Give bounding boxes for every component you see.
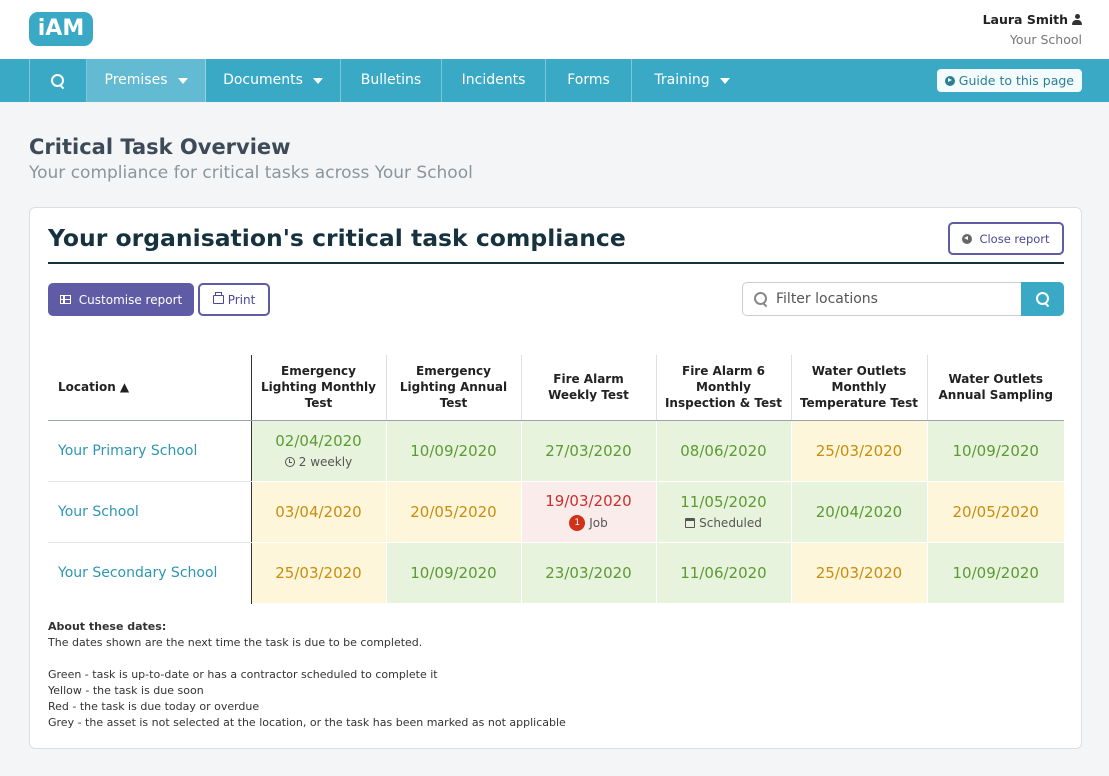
task-cell[interactable]: 27/03/2020 [521, 420, 656, 481]
task-cell[interactable]: 25/03/2020 [791, 542, 927, 603]
search-icon [51, 74, 65, 88]
task-cell[interactable] [656, 481, 791, 542]
chevron-left-circle-icon [962, 234, 972, 244]
frequency-label: 2 weekly [298, 455, 353, 469]
table-icon [60, 295, 71, 304]
nav-item-bulletins[interactable] [341, 59, 442, 102]
column-header-location[interactable]: Location ▲ [48, 355, 251, 420]
job-label: Job [589, 516, 608, 530]
column-header: Emergency Lighting Annual Test [386, 355, 521, 420]
iam-logo[interactable]: iAM [29, 12, 93, 46]
legend-red: Red - the task is due today or overdue [48, 700, 260, 713]
location-link[interactable]: Your Secondary School [48, 542, 251, 603]
nav-item-label: Bulletins [360, 72, 422, 88]
job-count-badge: 1 [569, 515, 585, 531]
task-cell[interactable]: 10/09/2020 [927, 420, 1064, 481]
task-cell[interactable]: 03/04/2020 [251, 481, 386, 542]
search-icon [754, 292, 768, 306]
report-title: Your organisation's critical task compliance [48, 224, 626, 252]
due-date: 19/03/2020 [545, 492, 632, 510]
task-cell[interactable]: 25/03/2020 [791, 420, 927, 481]
nav-item-premises[interactable] [87, 59, 206, 102]
filter-search-button[interactable] [1021, 282, 1064, 316]
search-icon [1036, 292, 1050, 306]
nav-item-documents[interactable] [206, 59, 341, 102]
nav-item-training[interactable] [632, 59, 752, 102]
nav-item-label: Training [654, 72, 710, 88]
user-menu[interactable] [983, 12, 1082, 27]
due-date: 11/05/2020 [680, 493, 767, 511]
column-header: Water Outlets Monthly Temperature Test [791, 355, 927, 420]
user-name: Laura Smith [982, 12, 1068, 27]
clock-icon [285, 457, 295, 467]
page-title: Critical Task Overview [29, 135, 291, 159]
caret-down-icon [720, 78, 730, 84]
table-header-row [48, 355, 1064, 420]
guide-button[interactable] [937, 69, 1082, 92]
task-cell[interactable]: 11/06/2020 [656, 542, 791, 603]
job-note [522, 515, 656, 531]
about-intro: The dates shown are the next time the task is due to be completed. [48, 636, 423, 649]
user-school: Your School [1009, 32, 1082, 47]
play-circle-icon [945, 76, 955, 86]
report-card [29, 207, 1082, 749]
location-filter [742, 282, 1064, 316]
title-divider [48, 262, 1064, 264]
column-header: Fire Alarm 6 Monthly Inspection & Test [656, 355, 791, 420]
task-cell[interactable]: 25/03/2020 [251, 542, 386, 603]
nav-item-label: Documents [223, 72, 303, 88]
task-cell[interactable]: 20/04/2020 [791, 481, 927, 542]
location-link[interactable]: Your Primary School [48, 420, 251, 481]
guide-label: Guide to this page [958, 73, 1074, 88]
task-cell[interactable]: 10/09/2020 [386, 542, 521, 603]
printer-icon [213, 295, 224, 304]
nav-item-label: Incidents [461, 72, 526, 88]
legend-green: Green - task is up-to-date or has a contractor scheduled to complete it [48, 668, 438, 681]
compliance-table [48, 355, 1064, 604]
caret-down-icon [313, 78, 323, 84]
scheduled-label: Scheduled [699, 516, 762, 530]
legend-yellow: Yellow - the task is due soon [48, 684, 204, 697]
user-icon [1072, 14, 1082, 25]
nav-item-label: Premises [104, 72, 168, 88]
calendar-icon [685, 518, 695, 528]
task-cell[interactable]: 10/09/2020 [386, 420, 521, 481]
close-report-button[interactable] [948, 222, 1064, 255]
location-link[interactable]: Your School [48, 481, 251, 542]
task-cell[interactable]: 23/03/2020 [521, 542, 656, 603]
print-label: Print [227, 292, 256, 307]
task-cell[interactable]: 10/09/2020 [927, 542, 1064, 603]
app-header [0, 0, 1109, 59]
close-report-label: Close report [979, 231, 1050, 246]
nav-item-label: Forms [567, 72, 610, 88]
nav-item-forms[interactable] [546, 59, 632, 102]
table-row [48, 542, 1064, 603]
task-cell[interactable]: 20/05/2020 [927, 481, 1064, 542]
column-header: Fire Alarm Weekly Test [521, 355, 656, 420]
customise-report-label: Customise report [78, 292, 183, 307]
column-header: Water Outlets Annual Sampling [927, 355, 1064, 420]
about-dates [48, 619, 566, 731]
nav-item-incidents[interactable] [442, 59, 546, 102]
scheduled-note [657, 516, 791, 530]
table-row [48, 420, 1064, 481]
print-button[interactable] [198, 283, 270, 316]
table-row [48, 481, 1064, 542]
due-date: 02/04/2020 [275, 432, 362, 450]
caret-down-icon [178, 78, 188, 84]
frequency-note [252, 455, 386, 469]
task-cell[interactable] [521, 481, 656, 542]
page-subtitle: Your compliance for critical tasks across Your School [29, 163, 473, 183]
nav-search-button[interactable] [29, 59, 87, 102]
task-cell[interactable]: 20/05/2020 [386, 481, 521, 542]
column-header: Emergency Lighting Monthly Test [251, 355, 386, 420]
filter-locations-input[interactable] [742, 282, 1021, 316]
about-heading: About these dates: [48, 620, 167, 633]
task-cell[interactable] [251, 420, 386, 481]
legend-grey: Grey - the asset is not selected at the location, or the task has been marked as not applicable [48, 716, 566, 729]
task-cell[interactable]: 08/06/2020 [656, 420, 791, 481]
customise-report-button[interactable] [48, 283, 194, 316]
